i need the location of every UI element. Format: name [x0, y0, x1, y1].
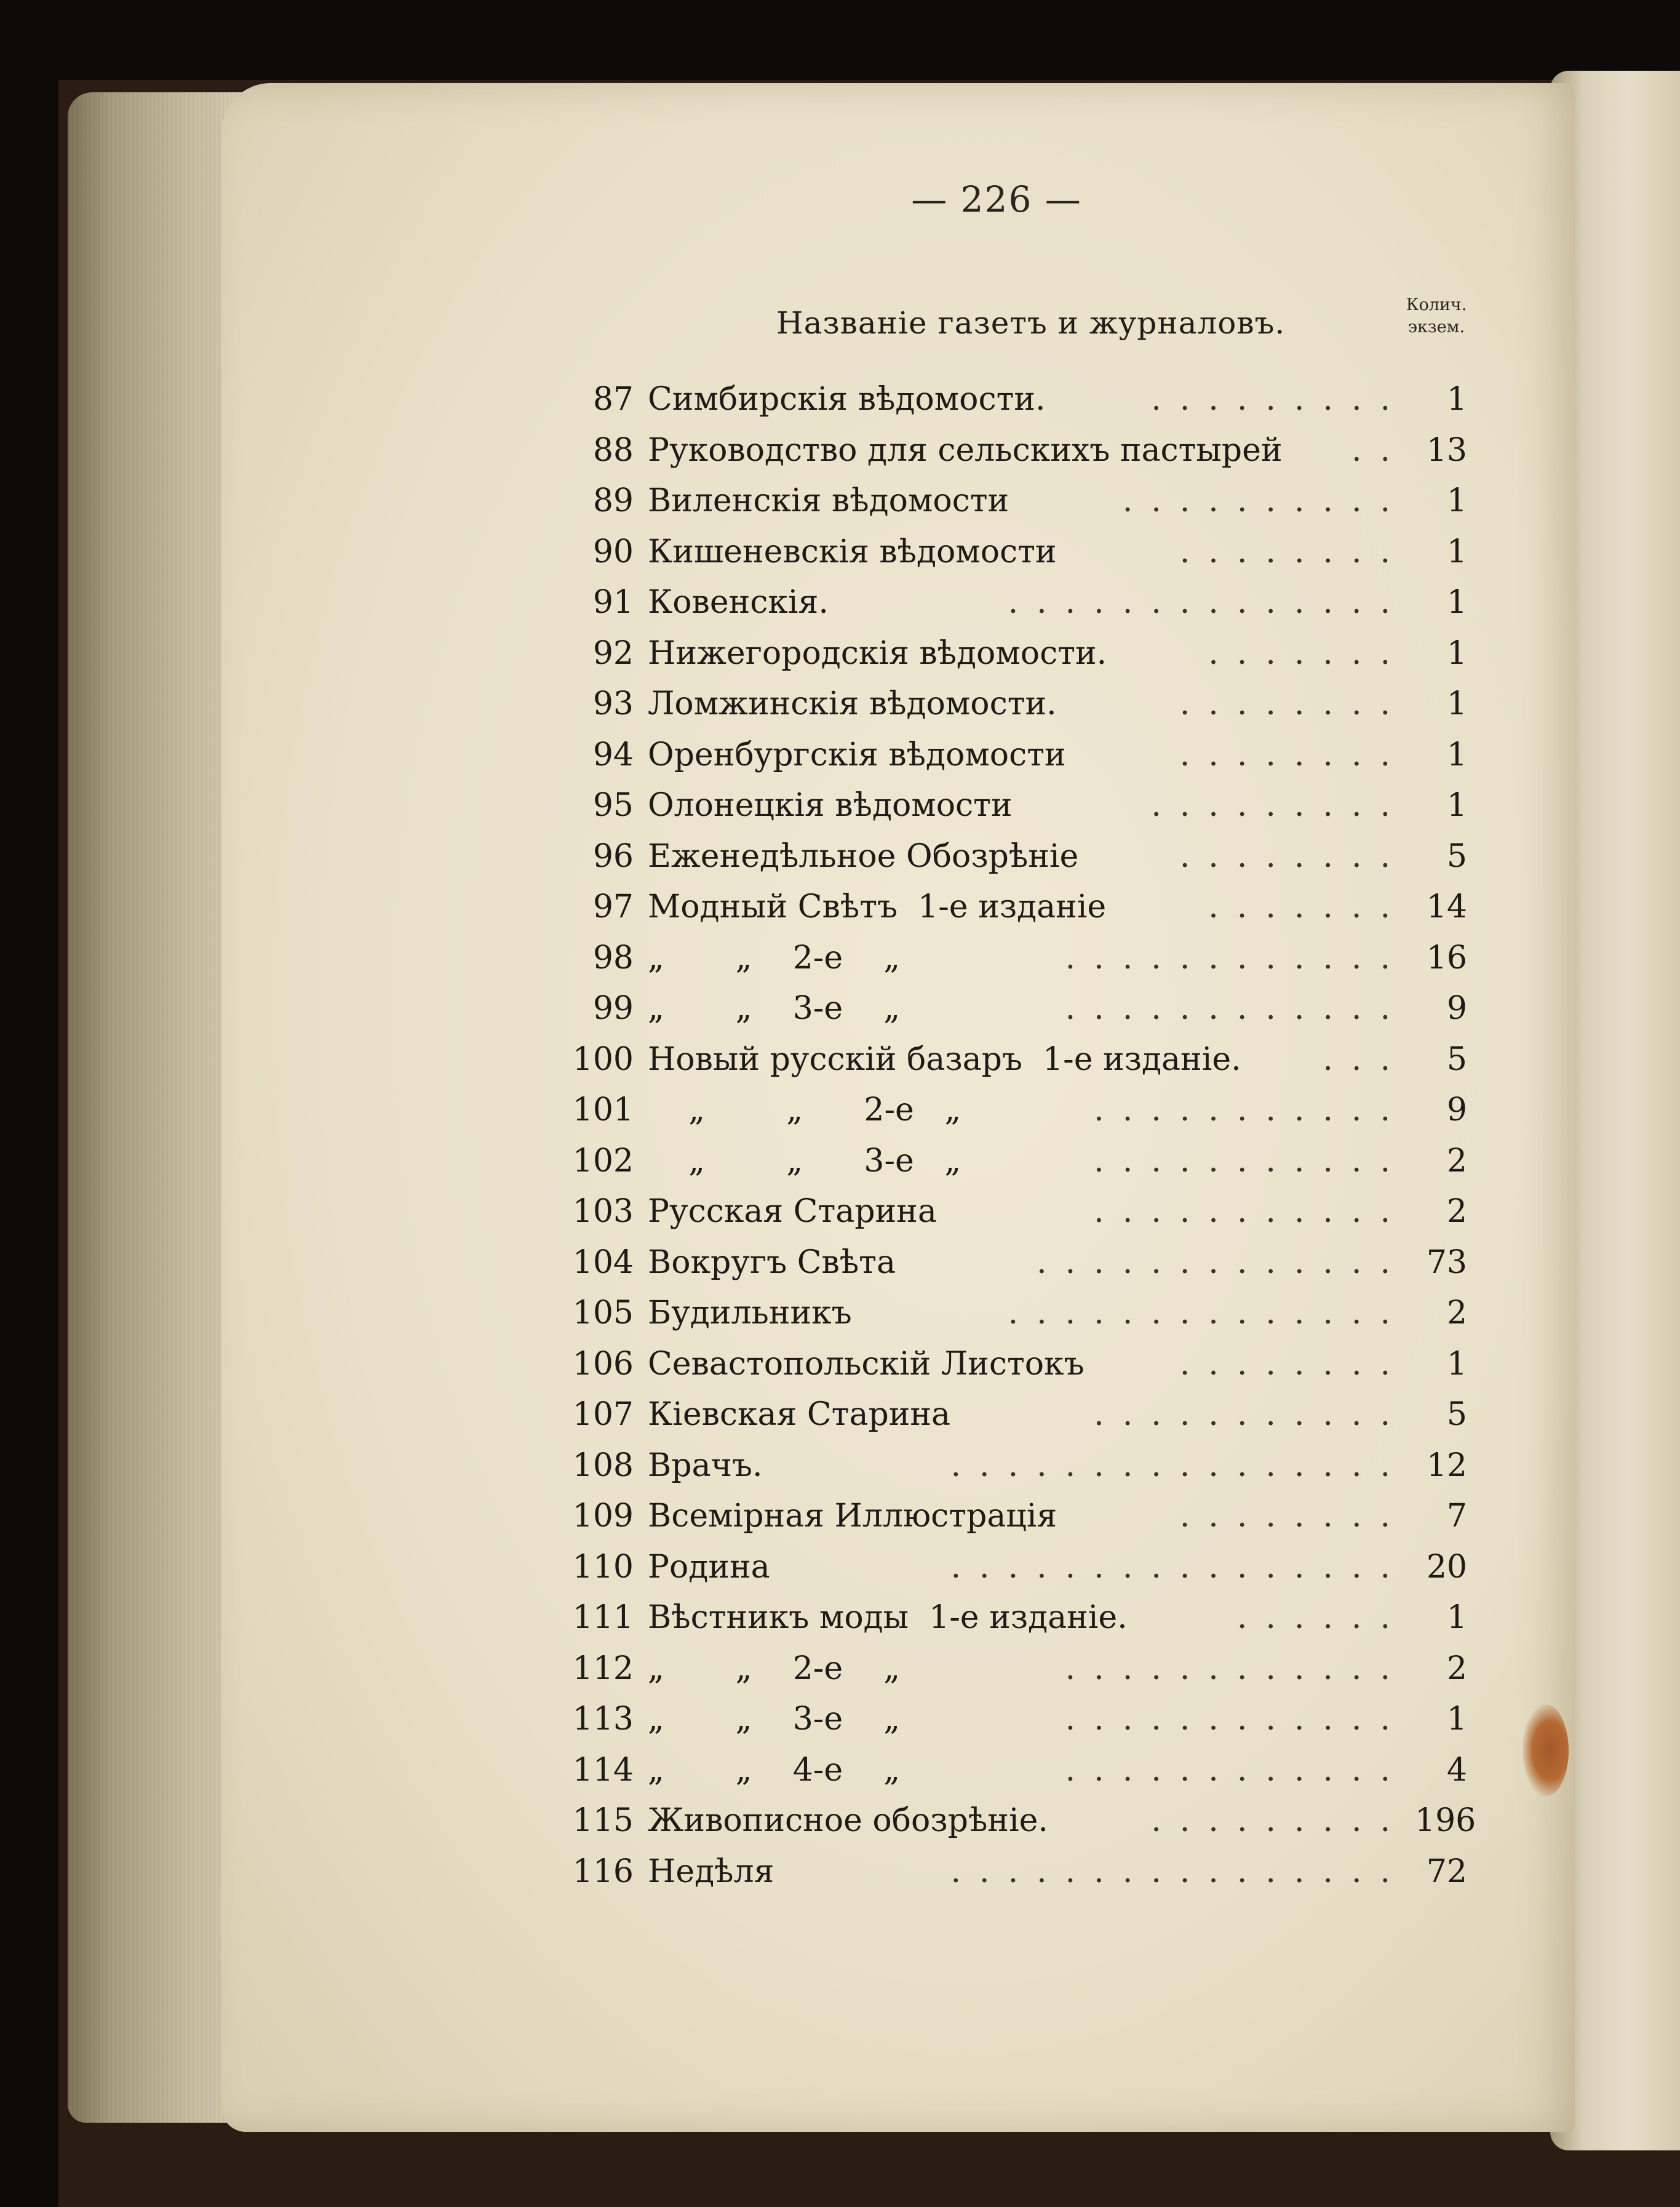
entry-count: 1 [1446, 1345, 1467, 1383]
leader-dots: ............ [1065, 1650, 1409, 1687]
entry-title: Новый русскій базаръ 1-е изданіе. [648, 1040, 1241, 1078]
entry-count: 1 [1446, 1701, 1467, 1738]
entry-count: 7 [1446, 1498, 1467, 1535]
list-item [569, 1136, 1467, 1187]
count-header-line1: Колич. [1406, 295, 1467, 314]
entry-title: Оренбургскія вѣдомости [648, 736, 1066, 773]
entries-list [569, 374, 1476, 1897]
entry-number: 94 [592, 736, 634, 773]
entry-title: „ „ 4-е „ [648, 1751, 901, 1789]
list-item [569, 1795, 1476, 1846]
column-title: Названіе газетъ и журналовъ. [776, 305, 1286, 341]
leader-dots: ........... [1094, 1396, 1409, 1433]
list-item [569, 1389, 1467, 1440]
entry-title: Еженедѣльное Обозрѣніе [648, 837, 1079, 875]
leader-dots: ........... [1094, 1142, 1409, 1179]
entry-number: 115 [572, 1802, 634, 1839]
entry-count: 1 [1446, 634, 1467, 672]
entry-number: 107 [572, 1396, 634, 1433]
list-item [569, 1440, 1467, 1491]
entry-number: 111 [572, 1599, 634, 1636]
entry-number: 108 [572, 1447, 634, 1484]
entry-count: 4 [1446, 1751, 1467, 1789]
leader-dots: ........ [1179, 685, 1409, 722]
entry-count: 2 [1446, 1650, 1467, 1687]
list-item [569, 476, 1467, 527]
entry-title: Руководство для сельскихъ пастырей [648, 431, 1283, 469]
entry-title: Живописное обозрѣніе. [648, 1802, 1048, 1839]
entry-count: 13 [1426, 431, 1467, 469]
leader-dots: ......... [1151, 381, 1409, 418]
leader-dots: ...... [1236, 1599, 1409, 1636]
entry-count: 9 [1446, 1092, 1467, 1128]
leader-dots: ....... [1208, 634, 1409, 672]
entry-number: 95 [592, 787, 634, 824]
entry-number: 106 [572, 1345, 634, 1383]
leader-dots: ................ [950, 1548, 1409, 1586]
entry-count: 12 [1426, 1447, 1467, 1484]
leader-dots: ........ [1179, 1345, 1409, 1383]
entry-title: „ „ 2-е „ [648, 1092, 961, 1128]
entry-title: „ „ 2-е „ [648, 1650, 901, 1687]
entry-count: 196 [1415, 1802, 1476, 1839]
entry-count: 9 [1446, 990, 1467, 1027]
list-item [569, 1085, 1467, 1136]
entry-number: 98 [592, 939, 634, 976]
list-item [569, 1186, 1467, 1237]
entry-count: 1 [1446, 787, 1467, 824]
entry-number: 97 [592, 888, 634, 925]
entry-count: 5 [1446, 1040, 1467, 1078]
entry-number: 112 [572, 1650, 634, 1687]
entry-count: 2 [1446, 1193, 1467, 1230]
entry-number: 113 [572, 1701, 634, 1738]
list-item [569, 425, 1467, 476]
entry-count: 1 [1446, 1599, 1467, 1636]
entry-number: 89 [592, 482, 634, 519]
list-item [569, 1542, 1467, 1593]
list-item [569, 1288, 1467, 1339]
leader-dots: ................ [950, 1447, 1409, 1484]
entry-title: Вѣстникъ моды 1-е изданіе. [648, 1599, 1128, 1636]
entry-number: 101 [572, 1092, 634, 1128]
entry-number: 93 [592, 685, 634, 722]
entry-count: 5 [1446, 1396, 1467, 1433]
stain [1523, 1704, 1569, 1797]
entry-number: 116 [572, 1853, 634, 1890]
entry-count: 1 [1446, 533, 1467, 570]
entry-title: Русская Старина [648, 1193, 937, 1230]
entry-number: 96 [592, 837, 634, 875]
entry-title: Виленскія вѣдомости [648, 482, 1009, 519]
entry-title: Ломжинскія вѣдомости. [648, 685, 1057, 722]
entry-number: 114 [572, 1751, 634, 1789]
leader-dots: ....... [1208, 888, 1409, 925]
entry-count: 5 [1446, 837, 1467, 875]
entry-number: 102 [572, 1142, 634, 1179]
leader-dots: ... [1323, 1040, 1409, 1078]
leader-dots: ......... [1151, 1802, 1409, 1839]
list-item [569, 831, 1467, 882]
entry-number: 91 [592, 584, 634, 621]
leader-dots: ........... [1094, 1193, 1409, 1230]
list-item [569, 933, 1467, 984]
list-item [569, 1491, 1467, 1542]
entry-count: 1 [1446, 685, 1467, 722]
leader-dots: .............. [1008, 1295, 1409, 1331]
entry-number: 104 [572, 1243, 634, 1281]
entry-count: 73 [1426, 1243, 1467, 1281]
list-item [569, 374, 1467, 425]
entry-title: Родина [648, 1548, 770, 1586]
entry-count: 1 [1446, 736, 1467, 773]
entry-title: Врачъ. [648, 1447, 763, 1484]
entry-title: Вокругъ Свѣта [648, 1243, 896, 1281]
entry-count: 20 [1426, 1548, 1467, 1586]
leader-dots: ............. [1037, 1243, 1409, 1281]
entry-number: 103 [572, 1193, 634, 1230]
entry-count: 72 [1426, 1853, 1467, 1890]
list-item [569, 577, 1467, 628]
list-item [569, 983, 1467, 1034]
list-item [569, 628, 1467, 679]
entry-title: „ „ 3-е „ [648, 990, 901, 1027]
entry-title: Будильникъ [648, 1295, 852, 1331]
entry-title: „ „ 3-е „ [648, 1142, 961, 1179]
entry-count: 14 [1426, 888, 1467, 925]
list-item [569, 1237, 1467, 1288]
leader-dots: ........ [1179, 837, 1409, 875]
page-number: — 226 — [911, 178, 1082, 220]
entry-title: Олонецкія вѣдомости [648, 787, 1013, 824]
leader-dots: .......... [1122, 482, 1409, 519]
entry-number: 105 [572, 1295, 634, 1331]
list-item [569, 527, 1467, 578]
leader-dots: ........... [1094, 1092, 1409, 1128]
list-item [569, 679, 1467, 730]
list-item [569, 1339, 1467, 1390]
entry-count: 1 [1446, 381, 1467, 418]
leader-dots: ............ [1065, 1751, 1409, 1789]
leader-dots: ............ [1065, 990, 1409, 1027]
list-item [569, 730, 1467, 781]
leader-dots: ........ [1179, 533, 1409, 570]
entry-title: Кишеневскія вѣдомости [648, 533, 1057, 570]
entry-number: 110 [572, 1548, 634, 1586]
list-item [569, 1745, 1467, 1796]
entry-title: Симбирскія вѣдомости. [648, 381, 1046, 418]
entry-title: Севастопольскій Листокъ [648, 1345, 1085, 1383]
list-item [569, 1592, 1467, 1643]
entry-number: 92 [592, 634, 634, 672]
entry-count: 1 [1446, 584, 1467, 621]
entry-title: Кіевская Старина [648, 1396, 951, 1433]
entry-number: 109 [572, 1498, 634, 1535]
list-item [569, 1034, 1467, 1085]
count-header-line2: экзем. [1407, 317, 1465, 337]
entry-number: 99 [592, 990, 634, 1027]
list-item [569, 1694, 1467, 1745]
leader-dots: ............ [1065, 939, 1409, 976]
entry-title: Недѣля [648, 1853, 774, 1890]
leader-dots: .............. [1008, 584, 1409, 621]
entry-number: 100 [572, 1040, 634, 1078]
entry-number: 87 [592, 381, 634, 418]
list-item [569, 1643, 1467, 1694]
entry-title: „ „ 2-е „ [648, 939, 901, 976]
leader-dots: ........ [1179, 736, 1409, 773]
leader-dots: ......... [1151, 787, 1409, 824]
entry-title: Всемірная Иллюстрація [648, 1498, 1057, 1535]
entry-title: Ковенскія. [648, 584, 829, 621]
list-item [569, 882, 1467, 933]
leader-dots: ............ [1065, 1701, 1409, 1738]
list-item [569, 780, 1467, 831]
entry-title: Нижегородскія вѣдомости. [648, 634, 1107, 672]
leader-dots: .. [1351, 431, 1409, 469]
entry-count: 2 [1446, 1142, 1467, 1179]
count-column-header [1393, 294, 1479, 338]
entry-count: 16 [1426, 939, 1467, 976]
entry-count: 1 [1446, 482, 1467, 519]
entry-number: 88 [592, 431, 634, 469]
entry-title: „ „ 3-е „ [648, 1701, 901, 1738]
entry-number: 90 [592, 533, 634, 570]
entry-count: 2 [1446, 1295, 1467, 1331]
entry-title: Модный Свѣтъ 1-е изданіе [648, 888, 1107, 925]
leader-dots: ........ [1179, 1498, 1409, 1535]
list-item [569, 1846, 1467, 1898]
leader-dots: ................ [950, 1853, 1409, 1890]
